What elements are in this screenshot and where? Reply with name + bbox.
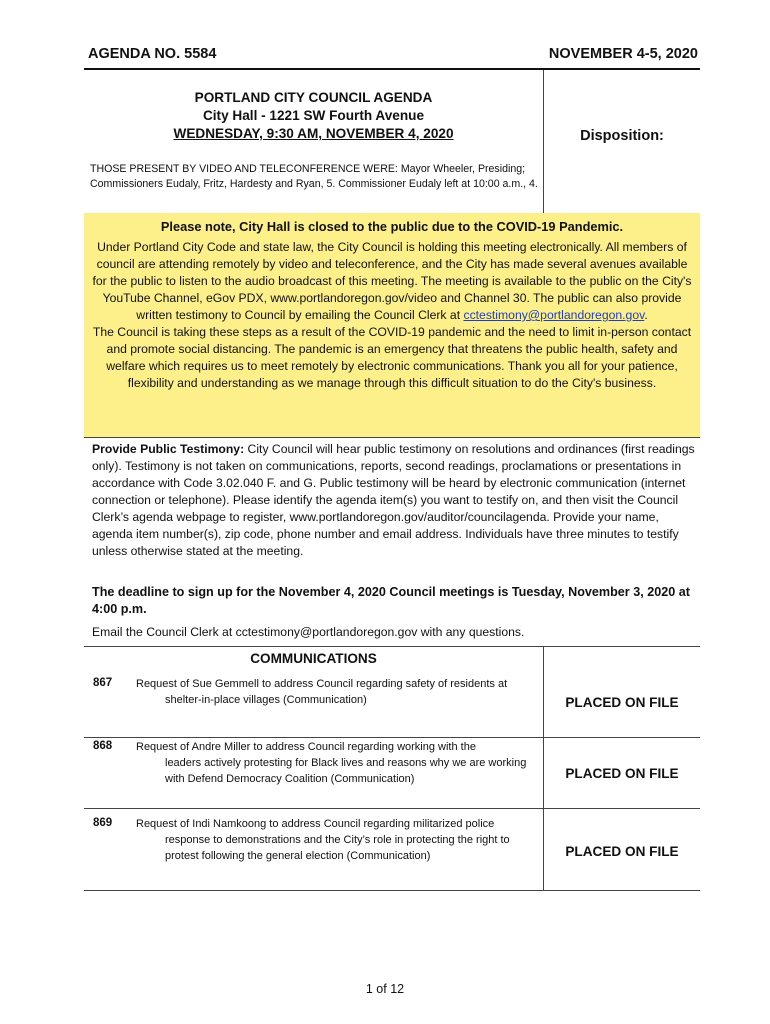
agenda-date: NOVEMBER 4-5, 2020 <box>548 46 698 62</box>
item-number: 869 <box>93 817 113 829</box>
testimony-body: City Council will hear public testimony on resolutions and ordinances (first readings only). Testimony is not taken on communications, reports, second readings, proclamations or presentations in accordance with Code 3.02.040 F. and G. Public testimony will be heard by electronic communication (internet connection or telephone). Please identify the agenda item(s) you want to testify on, and then visit the Council Clerk’s agenda webpage to register, www.portlandoregon.gov/auditor/councilagenda. Provide your name, agenda item number(s), zip code, phone number and email address. Individuals have three minutes to testify unless otherwise stated at the meeting. <box>92 442 695 558</box>
communications-top-rule <box>84 646 700 647</box>
attendance-note: THOSE PRESENT BY VIDEO AND TELECONFERENCE WERE: Mayor Wheeler, Presiding; Commissioners Eudaly, Fritz, Hardesty and Ryan, 5. Commissioner Eudaly left at 10:00 a.m., 4. <box>90 163 538 190</box>
notice-paragraph <box>90 239 694 324</box>
item-number: 868 <box>93 740 113 752</box>
item-description <box>136 676 536 708</box>
public-testimony-section <box>92 441 696 560</box>
notice-title: Please note, City Hall is closed to the public due to the COVID-19 Pandemic. <box>160 219 624 234</box>
covid-notice <box>84 213 700 437</box>
item-disposition: PLACED ON FILE <box>565 844 679 859</box>
item-first-line: Request of Sue Gemmell to address Council regarding safety of residents at <box>136 678 508 690</box>
page-number: 1 of 12 <box>365 982 405 996</box>
item-divider <box>84 808 700 809</box>
clerk-email-link[interactable]: cctestimony@portlandoregon.gov <box>463 308 645 322</box>
email-note: Email the Council Clerk at cctestimony@portlandoregon.gov with any questions. <box>92 625 525 639</box>
communications-heading: COMMUNICATIONS <box>250 651 377 666</box>
header-rule <box>84 68 700 70</box>
item-rest: leaders actively protesting for Black lives and reasons why we are working with Defend Democracy Coalition (Communication) <box>165 757 527 785</box>
agenda-title-block <box>84 89 543 143</box>
notice-text: . <box>644 308 648 322</box>
agenda-number: AGENDA NO. 5584 <box>88 46 217 62</box>
item-description <box>136 739 536 787</box>
notice-text: Under Portland City Code and state law, the City Council is holding this meeting electronically. All members of council are attending remotely by video and teleconference, and the City has made several avenues available for the public to listen to the audio broadcast of this meeting. The meeting is available to the public on the City's YouTube Channel, eGov PDX, www.portlandoregon.gov/video and Channel 30. The public can also provide written testimony to Council by emailing the Council Clerk at <box>92 240 692 322</box>
notice-paragraph-2: The Council is taking these steps as a result of the COVID-19 pandemic and the need to limit in-person contact and promote social distancing. The pandemic is an emergency that threatens the public health, safety and welfare which requires us to meet remotely by electronic communications. Thank you all for your patience, flexibility and understanding as we manage through this difficult situation to do the City's business. <box>92 325 692 390</box>
item-first-line: Request of Andre Miller to address Council regarding working with the <box>136 741 476 753</box>
testimony-lead: Provide Public Testimony: <box>92 442 245 456</box>
communications-bottom-rule <box>84 890 700 891</box>
item-disposition: PLACED ON FILE <box>565 695 679 710</box>
item-disposition: PLACED ON FILE <box>565 766 679 781</box>
agenda-session: WEDNESDAY, 9:30 AM, NOVEMBER 4, 2020 <box>173 126 454 141</box>
item-first-line: Request of Indi Namkoong to address Council regarding militarized police <box>136 818 495 830</box>
item-description <box>136 816 536 864</box>
agenda-title: PORTLAND CITY COUNCIL AGENDA <box>194 90 433 105</box>
item-divider <box>84 737 700 738</box>
deadline-note: The deadline to sign up for the November 4, 2020 Council meetings is Tuesday, November 3, 2020 at 4:00 p.m. <box>92 585 690 616</box>
disposition-heading: Disposition: <box>580 128 664 144</box>
item-rest: shelter-in-place villages (Communication) <box>165 694 367 706</box>
item-number: 867 <box>93 677 113 689</box>
section-divider <box>84 437 700 438</box>
agenda-location: City Hall - 1221 SW Fourth Avenue <box>202 108 425 123</box>
item-rest: response to demonstrations and the City’s role in protecting the right to protest following the general election (Communication) <box>165 834 510 862</box>
